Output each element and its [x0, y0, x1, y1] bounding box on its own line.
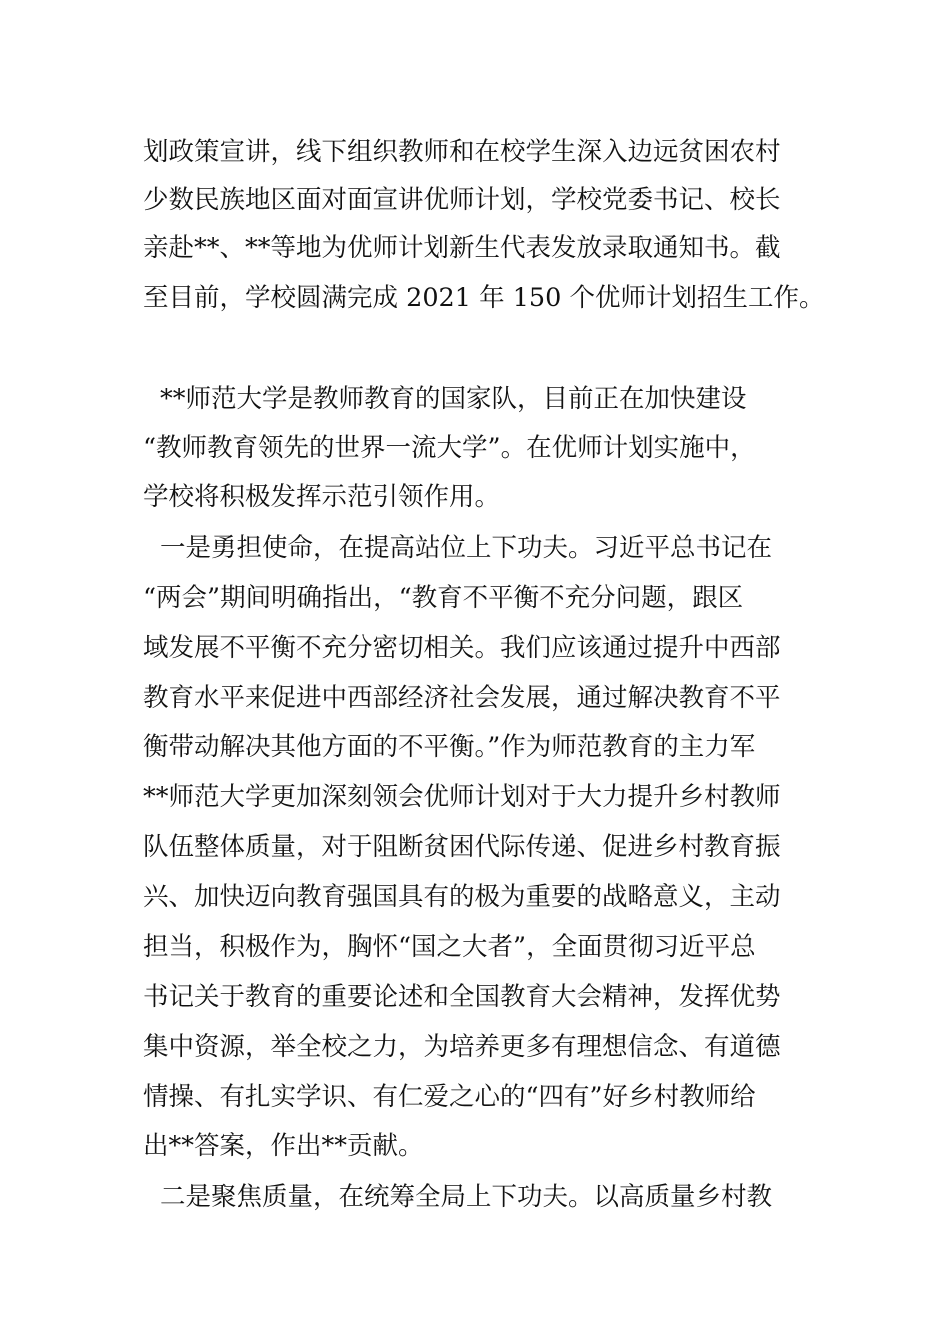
- text-line: “两会”期间明确指出，“教育不平衡不充分问题，跟区: [143, 583, 744, 613]
- text-line: **师范大学更加深刻领会优师计划对于大力提升乡村教师: [143, 782, 781, 812]
- text-line: 划政策宣讲，线下组织教师和在校学生深入边远贫困农村: [143, 137, 781, 167]
- text-line: “教师教育领先的世界一流大学”。在优师计划实施中，: [143, 433, 756, 463]
- text-line: 二是聚焦质量，在统筹全局上下功夫。以高质量乡村教: [160, 1182, 773, 1212]
- text-line: 兴、加快迈向教育强国具有的极为重要的战略意义，主动: [143, 882, 781, 912]
- text-line: 担当，积极作为，胸怀“国之大者”，全面贯彻习近平总: [143, 932, 756, 962]
- text-line: 域发展不平衡不充分密切相关。我们应该通过提升中西部: [143, 633, 781, 663]
- text-line: 少数民族地区面对面宣讲优师计划，学校党委书记、校长: [143, 185, 781, 215]
- text-line: **师范大学是教师教育的国家队，目前正在加快建设: [160, 384, 747, 414]
- text-line: 衡带动解决其他方面的不平衡。”作为师范教育的主力军: [143, 732, 756, 762]
- text-line: 书记关于教育的重要论述和全国教育大会精神，发挥优势: [143, 982, 781, 1012]
- text-line: 集中资源，举全校之力，为培养更多有理想信念、有道德: [143, 1032, 781, 1062]
- text-line: 出**答案，作出**贡献。: [143, 1131, 424, 1161]
- text-line: 教育水平来促进中西部经济社会发展，通过解决教育不平: [143, 683, 781, 713]
- text-line: 一是勇担使命，在提高站位上下功夫。习近平总书记在: [160, 533, 773, 563]
- text-line: 情操、有扎实学识、有仁爱之心的“四有”好乡村教师给: [143, 1082, 756, 1112]
- text-line: 队伍整体质量，对于阻断贫困代际传递、促进乡村教育振: [143, 832, 781, 862]
- text-line: 亲赴**、**等地为优师计划新生代表发放录取通知书。截: [143, 233, 781, 263]
- text-line: 学校将积极发挥示范引领作用。: [143, 482, 501, 512]
- text-line: 至目前，学校圆满完成 2021 年 150 个优师计划招生工作。: [143, 283, 825, 313]
